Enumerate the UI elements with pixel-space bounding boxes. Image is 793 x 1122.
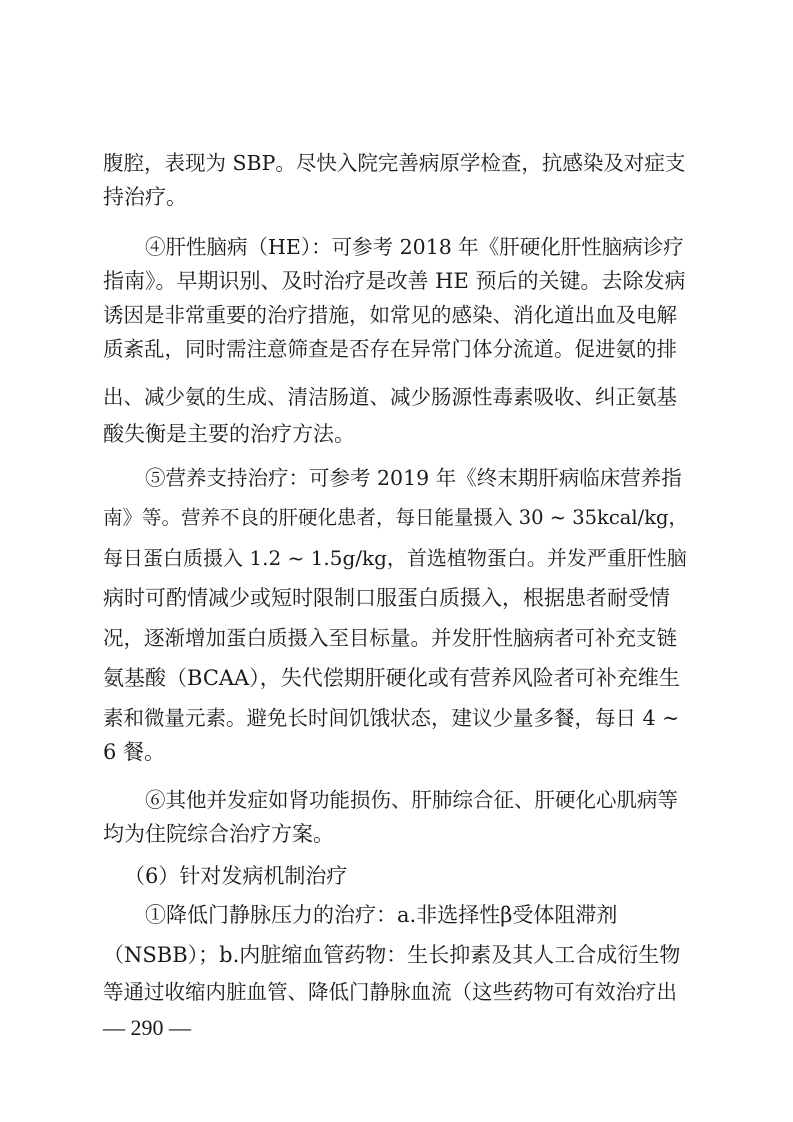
text-line: ⑥其他并发症如肾功能损伤、肝肺综合征、肝硬化心肌病等: [145, 788, 678, 812]
text-line: （NSBB）；b.内脏缩血管药物：生长抑素及其人工合成衍生物: [103, 943, 681, 967]
page-number: — 290 —: [103, 1015, 191, 1040]
text-line: ④肝性脑病（HE）：可参考 2018 年《肝硬化肝性脑病诊疗: [145, 235, 684, 259]
text-line: 况，逐渐增加蛋白质摄入至目标量。并发肝性脑病者可补充支链: [103, 626, 677, 650]
text-line: 每日蛋白质摄入 1.2 ~ 1.5g/kg，首选植物蛋白。并发严重肝性脑: [103, 546, 687, 570]
section-heading: （6）针对发病机制治疗: [124, 864, 348, 888]
text-line: ①降低门静脉压力的治疗：a.非选择性β受体阻滞剂: [145, 903, 618, 927]
text-line: 氨基酸（BCAA），失代偿期肝硬化或有营养风险者可补充维生: [103, 666, 680, 690]
text-line: 6 餐。: [103, 740, 166, 764]
text-line: 均为住院综合治疗方案。: [103, 822, 334, 846]
text-line: 诱因是非常重要的治疗措施，如常见的感染、消化道出血及电解: [103, 303, 677, 327]
text-line: 腹腔，表现为 SBP。尽快入院完善病原学检查，抗感染及对症支: [103, 151, 686, 175]
text-line: 南》等。营养不良的肝硬化患者，每日能量摄入 30 ~ 35kcal/kg，: [103, 506, 689, 529]
text-line: 持治疗。: [103, 185, 187, 209]
text-line: 出、减少氨的生成、清洁肠道、减少肠源性毒素吸收、纠正氨基: [103, 385, 677, 409]
text-line: 病时可酌情减少或短时限制口服蛋白质摄入，根据患者耐受情: [103, 586, 670, 610]
text-line: 等通过收缩内脏血管、降低门静脉血流（这些药物可有效治疗出: [103, 980, 677, 1004]
text-line: 指南》。早期识别、及时治疗是改善 HE 预后的关键。去除发病: [103, 269, 686, 293]
text-line: 酸失衡是主要的治疗方法。: [103, 422, 355, 446]
text-line: 质紊乱，同时需注意筛查是否存在异常门体分流道。促进氨的排: [103, 337, 677, 361]
text-line: ⑤营养支持治疗：可参考 2019 年《终末期肝病临床营养指: [145, 466, 682, 490]
text-line: 素和微量元素。避免长时间饥饿状态，建议少量多餐，每日 4 ~: [103, 706, 680, 730]
